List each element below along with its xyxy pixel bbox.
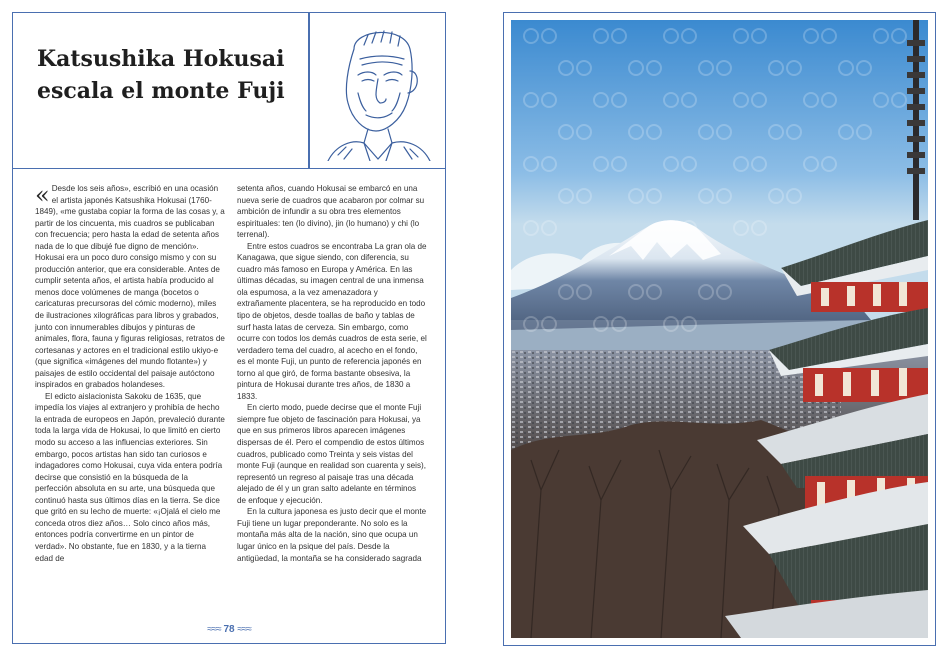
page-number: 78 xyxy=(223,624,235,635)
title-box xyxy=(13,13,308,168)
paragraph-4: Entre estos cuadros se encontraba La gran ola de Kanagawa, que sigue siendo, con diferencia, su cuadro más famoso en Europa y América. En las últimas décadas, su imagen central de una inmensa ola espumosa, a la vez amenazadora y extrañamente placentera, se ha reproducido en todo tipo de objetos, desde toallas de baño y tablas de surf hasta latas de cerveza. Sin embargo, como ocurre con todos los demás cuadros de esta serie, el verdadero tema del cuadro, al acecho en el fondo, es el monte Fuji, un punto de referencia japonés en torno al que giró, de forma bastante obsesiva, la pintura de Hokusai durante tres años, de 1830 a 1833. xyxy=(237,241,427,401)
paragraph-1 xyxy=(35,183,225,391)
portrait-box xyxy=(310,13,444,168)
paragraph-5: En cierto modo, puede decirse que el monte Fuji siempre fue objeto de fascinación para Hokusai, ya que en sus primeros libros aparecen imágenes dispersas de él. Pero el compendio de estos últimos cuadros, publicado como Treinta y seis vistas del monte Fuji (aunque en realidad son cuarenta y seis), representó un regreso al paisaje tras una década alejado de él y un gran salto adelante en términos de enfoque y ejecución. xyxy=(237,403,426,505)
fuji-pagoda-photo xyxy=(511,20,928,638)
paragraph-1-text: Desde los seis años», escribió en una ocasión el artista japonés Katsushika Hokusai (1760-1849), «me gustaba copiar la forma de las cosas y, a partir de los cincuenta, mis cuadros se publicaban con frecuencia; pero hasta la edad de setenta años nada de lo que dibujé fue digno de mención». Hokusai era un poco duro consigo mismo y con su producción anterior, que era considerable. Antes de cumplir setenta años, el artista había producido al menos doce volúmenes de manga (bocetos o caricaturas precursoras del cómic moderno), miles de ilustraciones xilográficas para libros y grabados, junto con innumerables dibujos y pinturas de animales, flora, fauna y figuras religiosas, retratos de cortesanas y actores en el tradicional estilo ukiyo-e (que significa «imágenes del mundo flotante») y paisajes de estilo occidental del paisaje autóctono inspirados en grabados holandeses. xyxy=(35,184,225,390)
text-column-2 xyxy=(237,183,427,564)
text-column-1 xyxy=(35,183,225,564)
page-footer xyxy=(13,624,445,635)
right-page xyxy=(503,12,936,646)
paragraph-2: El edicto aislacionista Sakoku de 1635, que impedía los viajes al extranjero y prohibía de hecho la entrada de europeos en Japón, prevaleció durante toda la larga vida de Hokusai, lo que limitó en cierto modo su acceso a las influencias exteriores. Sin embargo, pocos artistas han sido tan curiosos e indagadores como Hokusai, cuya vida entera podría decirse que consistió en la búsqueda de la perfección absoluta en su arte, una búsqueda que continuó hasta sus últimos días en la tierra. Se dice que gritó en su lecho de muerte: «¡Ojalá el cielo me conceda otros diez años… Solo cinco años más, entonces podría convertirme en un pintor de verdad». No obstante, fue en 1830, y a la tierna edad de xyxy=(35,391,225,563)
hokusai-portrait-icon xyxy=(318,19,436,161)
title-line-2: escala el monte Fuji xyxy=(37,78,285,104)
article-columns xyxy=(35,183,427,613)
wave-ornament-left: ≈≈≈ xyxy=(207,624,221,635)
wave-ornament-right: ≈≈≈ xyxy=(237,624,251,635)
paragraph-3: setenta años, cuando Hokusai se embarcó en una nueva serie de cuadros que acabaron por colmar su ambición de infundir a su obra tres elementos espirituales: ten (lo divino), jin (lo humano) y chi (lo terrenal). xyxy=(237,184,425,240)
left-page xyxy=(12,12,446,644)
photo-illustration xyxy=(511,20,928,638)
page-title xyxy=(37,43,297,107)
title-row xyxy=(13,13,445,169)
dropcap: « xyxy=(35,181,50,209)
paragraph-6: En la cultura japonesa es justo decir que el monte Fuji tiene un lugar preponderante. No solo es la montaña más alta de la nación, sino que ocupa un lugar único en la psique del país. Desde la antigüedad, la montaña se ha considerado sagrada xyxy=(237,507,427,563)
title-line-1: Katsushika Hokusai xyxy=(37,46,285,72)
